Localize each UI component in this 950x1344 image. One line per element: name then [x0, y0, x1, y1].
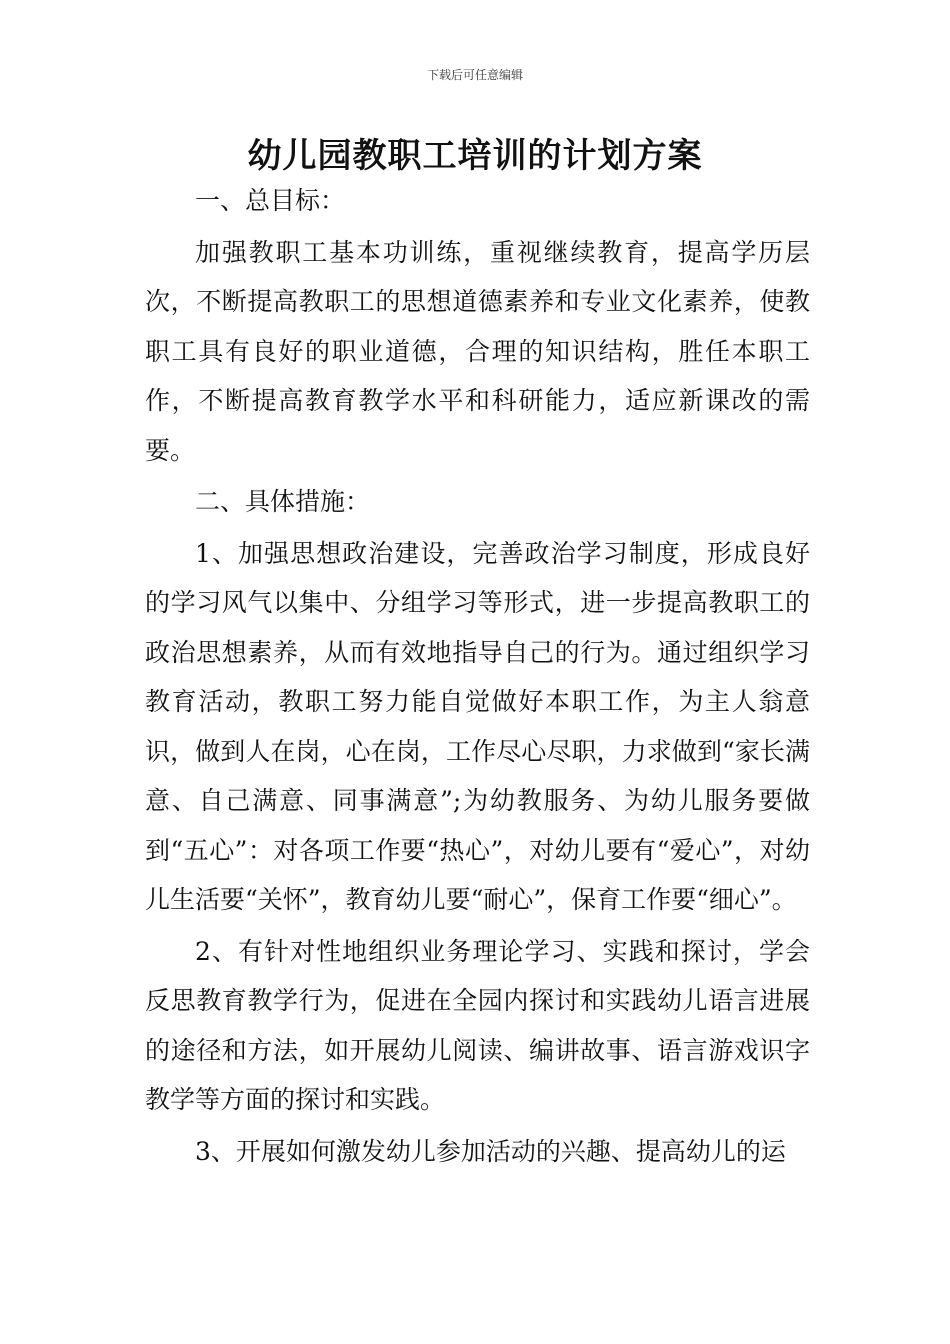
measure-paragraph-2: 2、有针对性地组织业务理论学习、实践和探讨，学会反思教育教学行为，促进在全园内探讨和实践幼儿语言进展的途径和方法，如开展幼儿阅读、编讲故事、语言游戏识字教学等方面的探讨和实践。 — [145, 936, 810, 1114]
measure-paragraph-1: 1、加强思想政治建设，完善政治学习制度，形成良好的学习风气以集中、分组学习等形式，进一步提高教职工的政治思想素养，从而有效地指导自己的行为。通过组织学习教育活动，教职工努力能自觉做好本职工作，为主人翁意识，做到人在岗，心在岗，工作尽心尽职，力求做到“家长满意、自己满意、同事满意”;为幼教服务、为幼儿服务要做到“五心”：对各项工作要“热心”，对幼儿要有“爱心”，对幼儿生活要“关怀”，教育幼儿要“耐心”，保育工作要“细心”。 — [145, 538, 810, 914]
goal-paragraph: 加强教职工基本功训练，重视继续教育，提高学历层次，不断提高教职工的思想道德素养和专业文化素养，使教职工具有良好的职业道德，合理的知识结构，胜任本职工作，不断提高教育教学水平和科研能力，适应新课改的需要。 — [145, 237, 810, 465]
document-body — [145, 176, 810, 1178]
section-heading-measures: 二、具体措施： — [195, 487, 371, 516]
document-title: 幼儿园教职工培训的计划方案 — [247, 136, 703, 176]
measure-paragraph-3: 3、开展如何激发幼儿参加活动的兴趣、提高幼儿的运 — [195, 1136, 786, 1166]
header-note: 下载后可任意编辑 — [426, 68, 523, 82]
section-heading-goal: 一、总目标： — [195, 186, 346, 215]
